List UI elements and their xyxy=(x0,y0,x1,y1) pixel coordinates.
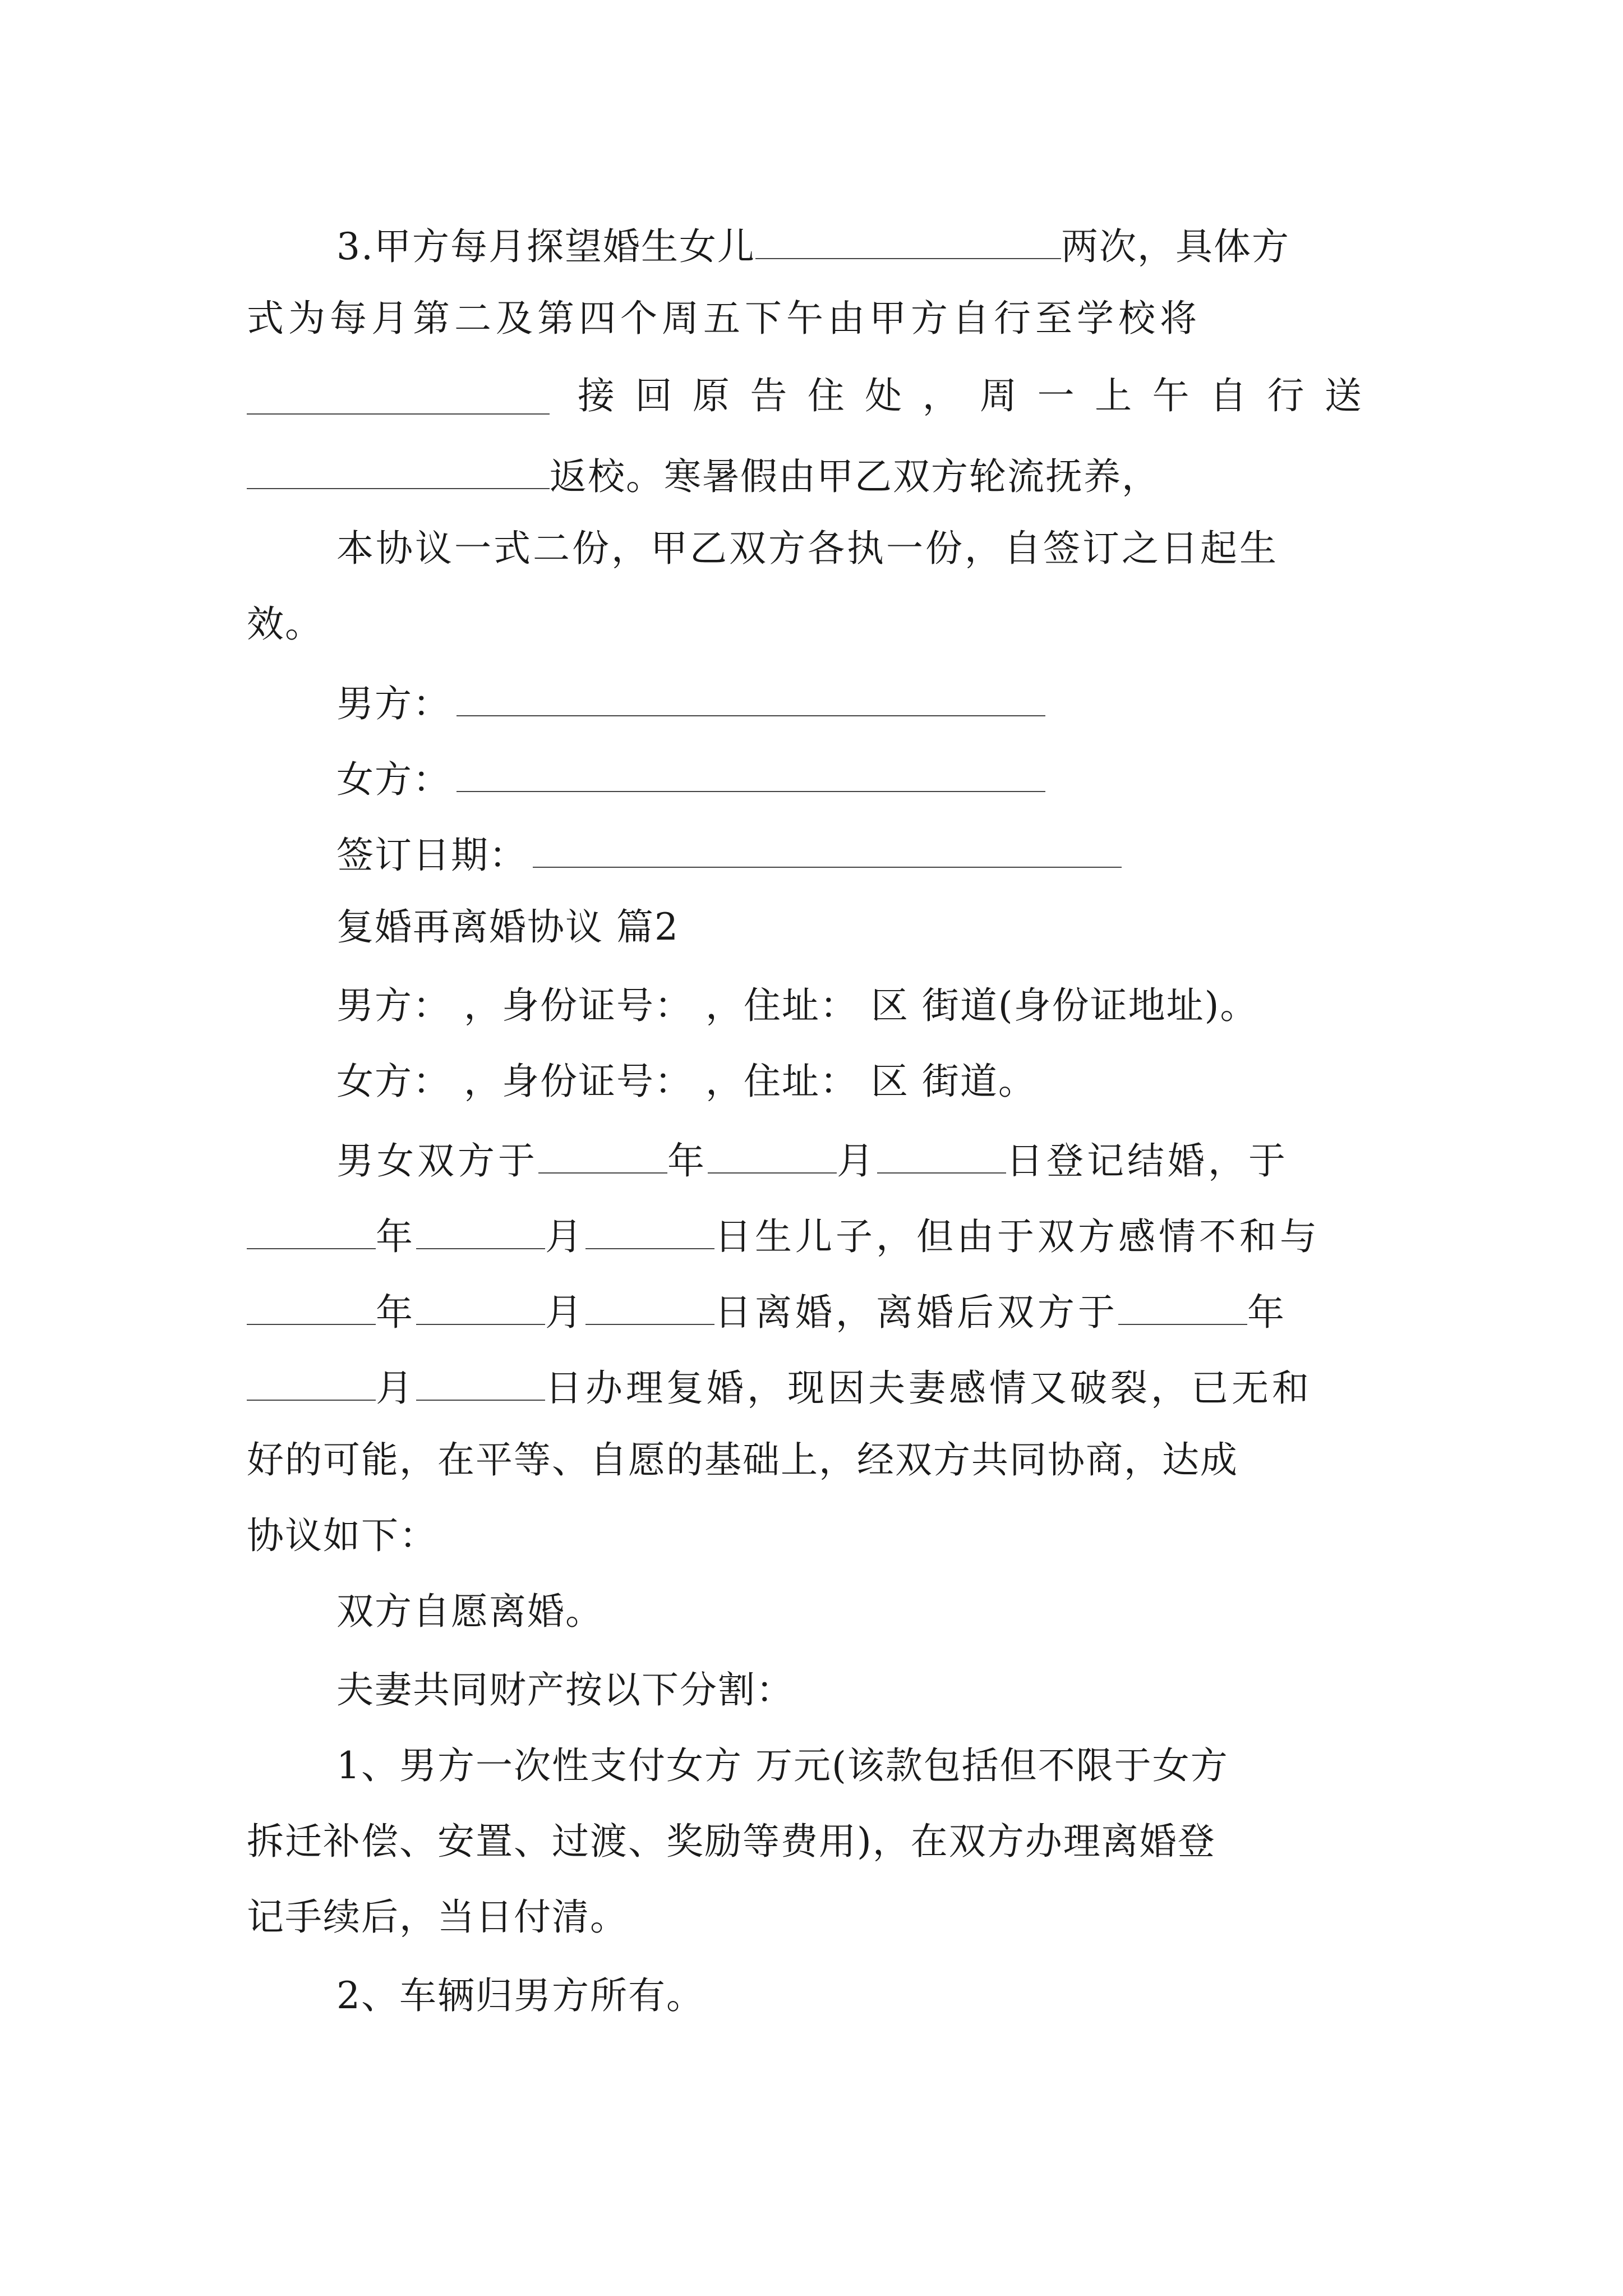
visit-line-4-text: 返校。寒暑假由甲乙双方轮流抚养， xyxy=(550,455,1160,498)
char: 原 xyxy=(692,374,731,417)
agreement-line-1: 好的可能，在平等、自愿的基础上，经双方共同协商，达成 xyxy=(247,1438,1238,1481)
month-label: 月 xyxy=(837,1139,877,1182)
female-info-line: 女方： ，身份证号： ，住址： 区 街道。 xyxy=(336,1060,1036,1103)
copies-line-1: 本协议一式二份，甲乙双方各执一份，自签订之日起生 xyxy=(336,527,1279,570)
marriage-line-2 xyxy=(247,1214,1320,1258)
marriage-line-4 xyxy=(247,1366,1312,1410)
section-2-title: 复婚再离婚协议 篇2 xyxy=(336,905,679,949)
male-info-line: 男方： ，身份证号： ，住址： 区 街道(身份证地址)。 xyxy=(336,984,1258,1027)
mar-text: 男女双方于 xyxy=(336,1139,538,1182)
char: 行 xyxy=(1267,374,1306,417)
day-label: 日 xyxy=(545,1366,585,1410)
mar-text-end: 登记结婚，于 xyxy=(1046,1139,1289,1182)
sign-male-blank xyxy=(457,682,1045,716)
char: 告 xyxy=(750,374,789,417)
month-blank xyxy=(708,1139,837,1174)
char: 一 xyxy=(1037,374,1076,417)
year-blank xyxy=(538,1139,667,1174)
remarriage-text: 办理复婚，现因夫妻感情又破裂，已无和 xyxy=(585,1366,1312,1410)
char: 住 xyxy=(807,374,846,417)
day-blank xyxy=(585,1290,714,1325)
month-blank xyxy=(416,1290,545,1325)
marriage-line-3 xyxy=(247,1290,1288,1334)
year-blank xyxy=(1118,1290,1247,1325)
year-label: 年 xyxy=(376,1291,416,1334)
divorce-text: 离婚，离婚后双方于 xyxy=(755,1291,1118,1334)
month-blank xyxy=(247,1366,376,1401)
visit-line-4 xyxy=(247,454,1160,498)
copies-line-2: 效。 xyxy=(247,602,323,646)
visit-line-2: 式为每月第二及第四个周五下午由甲方自行至学校将 xyxy=(247,297,1201,340)
sign-female-blank xyxy=(457,757,1045,792)
marriage-line-1 xyxy=(336,1139,1289,1180)
item-1-line-1: 1、男方一次性支付女方 万元(该款包括但不限于女方 xyxy=(336,1744,1229,1787)
month-label: 月 xyxy=(545,1215,585,1258)
sign-date-line xyxy=(336,833,1122,877)
daughter-name-blank xyxy=(755,224,1061,259)
char: ， xyxy=(922,374,961,417)
year-label: 年 xyxy=(376,1215,416,1258)
son-text: 生儿子，但由于双方感情不和与 xyxy=(755,1215,1320,1258)
char: 午 xyxy=(1152,374,1191,417)
sign-date-blank xyxy=(533,833,1122,868)
day-label: 日 xyxy=(1006,1139,1046,1182)
month-label: 月 xyxy=(545,1291,585,1334)
year-label: 年 xyxy=(667,1139,708,1182)
char: 上 xyxy=(1095,374,1133,417)
char: 自 xyxy=(1209,374,1248,417)
visit-line-3 xyxy=(247,374,1363,417)
sign-female-label: 女方： xyxy=(336,758,451,801)
item-2-line: 2、车辆归男方所有。 xyxy=(336,1974,704,2017)
visit-line-3-text xyxy=(578,374,1363,417)
char: 回 xyxy=(635,374,674,417)
char: 接 xyxy=(578,374,616,417)
char: 周 xyxy=(980,374,1018,417)
char: 处 xyxy=(865,374,903,417)
voluntary-line: 双方自愿离婚。 xyxy=(336,1590,603,1633)
return-blank xyxy=(247,454,550,489)
item-1-line-2: 拆迁补偿、安置、过渡、奖励等费用)，在双方办理离婚登 xyxy=(247,1820,1216,1863)
day-blank xyxy=(877,1139,1006,1174)
item-1-line-3: 记手续后，当日付清。 xyxy=(247,1895,628,1939)
agreement-line-2: 协议如下： xyxy=(247,1514,437,1557)
month-blank xyxy=(416,1214,545,1249)
char: 送 xyxy=(1324,374,1363,417)
child-name-blank xyxy=(247,380,550,415)
year-blank xyxy=(247,1290,376,1325)
visit-text-start: 3.甲方每月探望婚生女儿 xyxy=(336,225,755,268)
day-blank xyxy=(416,1366,545,1401)
sign-female-line xyxy=(336,757,1045,801)
day-label: 日 xyxy=(714,1215,755,1258)
sign-date-label: 签订日期： xyxy=(336,834,527,877)
day-blank xyxy=(585,1214,714,1249)
property-intro: 夫妻共同财产按以下分割： xyxy=(336,1668,794,1711)
sign-male-line xyxy=(336,682,1045,723)
day-label: 日 xyxy=(714,1291,755,1334)
year-label: 年 xyxy=(1247,1291,1288,1334)
sign-male-label: 男方： xyxy=(336,682,451,725)
month-label: 月 xyxy=(376,1366,416,1410)
visit-line-1 xyxy=(336,224,1290,268)
year-blank xyxy=(247,1214,376,1249)
visit-text-end: 两次，具体方 xyxy=(1061,225,1290,268)
